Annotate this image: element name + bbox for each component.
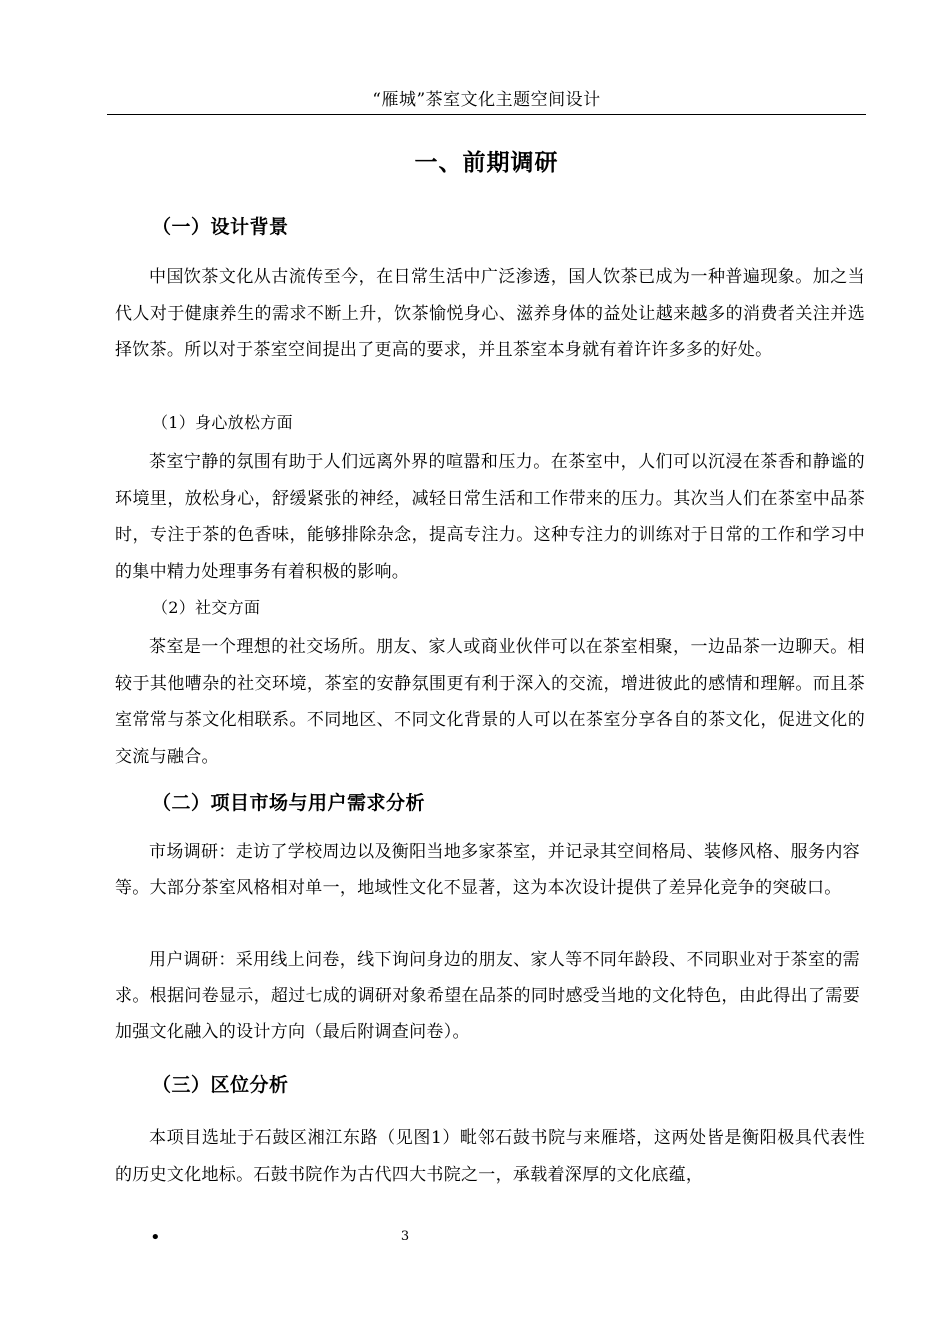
section-title-location-analysis: （三）区位分析 xyxy=(152,1074,289,1096)
paragraph-social: 茶室是一个理想的社交场所。朋友、家人或商业伙伴可以在茶室相聚，一边品茶一边聊天。相较于其他嘈杂的社交环境，茶室的安静氛围更有利于深入的交流，增进彼此的感情和理解。而且茶室常常与茶文化相联系。不同地区、不同文化背景的人可以在茶室分享各自的茶文化，促进文化的交流与融合。 xyxy=(115,637,865,767)
section-title-market-analysis: （二）项目市场与用户需求分析 xyxy=(152,792,426,814)
subheading-social: （2）社交方面 xyxy=(152,598,261,617)
running-header: “雁城”茶室文化主题空间设计 xyxy=(372,90,601,110)
paragraph-user-research: 用户调研：采用线上问卷，线下询问身边的朋友、家人等不同年龄段、不同职业对于茶室的需求。根据问卷显示，超过七成的调研对象希望在品茶的同时感受当地的文化特色，由此得出了需要加强文化融入的设计方向（最后附调查问卷）。 xyxy=(115,950,860,1042)
paragraph-background-intro: 中国饮茶文化从古流传至今，在日常生活中广泛渗透，国人饮茶已成为一种普遍现象。加之当代人对于健康养生的需求不断上升，饮茶愉悦身心、滋养身体的益处让越来越多的消费者关注并选择饮茶。所以对于茶室空间提出了更高的要求，并且茶室本身就有着许许多多的好处。 xyxy=(115,267,865,360)
header-divider xyxy=(107,114,866,115)
page-number: 3 xyxy=(400,1229,410,1244)
chapter-title: 一、前期调研 xyxy=(414,150,559,176)
footer-bullet: • xyxy=(150,1227,161,1248)
section-title-design-background: （一）设计背景 xyxy=(152,216,289,238)
paragraph-market-research: 市场调研：走访了学校周边以及衡阳当地多家茶室，并记录其空间格局、装修风格、服务内容等。大部分茶室风格相对单一，地域性文化不显著，这为本次设计提供了差异化竞争的突破口。 xyxy=(115,842,860,898)
paragraph-location: 本项目选址于石鼓区湘江东路（见图1）毗邻石鼓书院与来雁塔，这两处皆是衡阳极具代表性的历史文化地标。石鼓书院作为古代四大书院之一，承载着深厚的文化底蕴， xyxy=(115,1128,865,1185)
subheading-relaxation: （1）身心放松方面 xyxy=(152,413,293,432)
paragraph-relaxation: 茶室宁静的氛围有助于人们远离外界的喧嚣和压力。在茶室中，人们可以沉浸在茶香和静谧的环境里，放松身心，舒缓紧张的神经，减轻日常生活和工作带来的压力。其次当人们在茶室中品茶时，专注于茶的色香味，能够排除杂念，提高专注力。这种专注力的训练对于日常的工作和学习中的集中精力处理事务有着积极的影响。 xyxy=(115,452,865,582)
